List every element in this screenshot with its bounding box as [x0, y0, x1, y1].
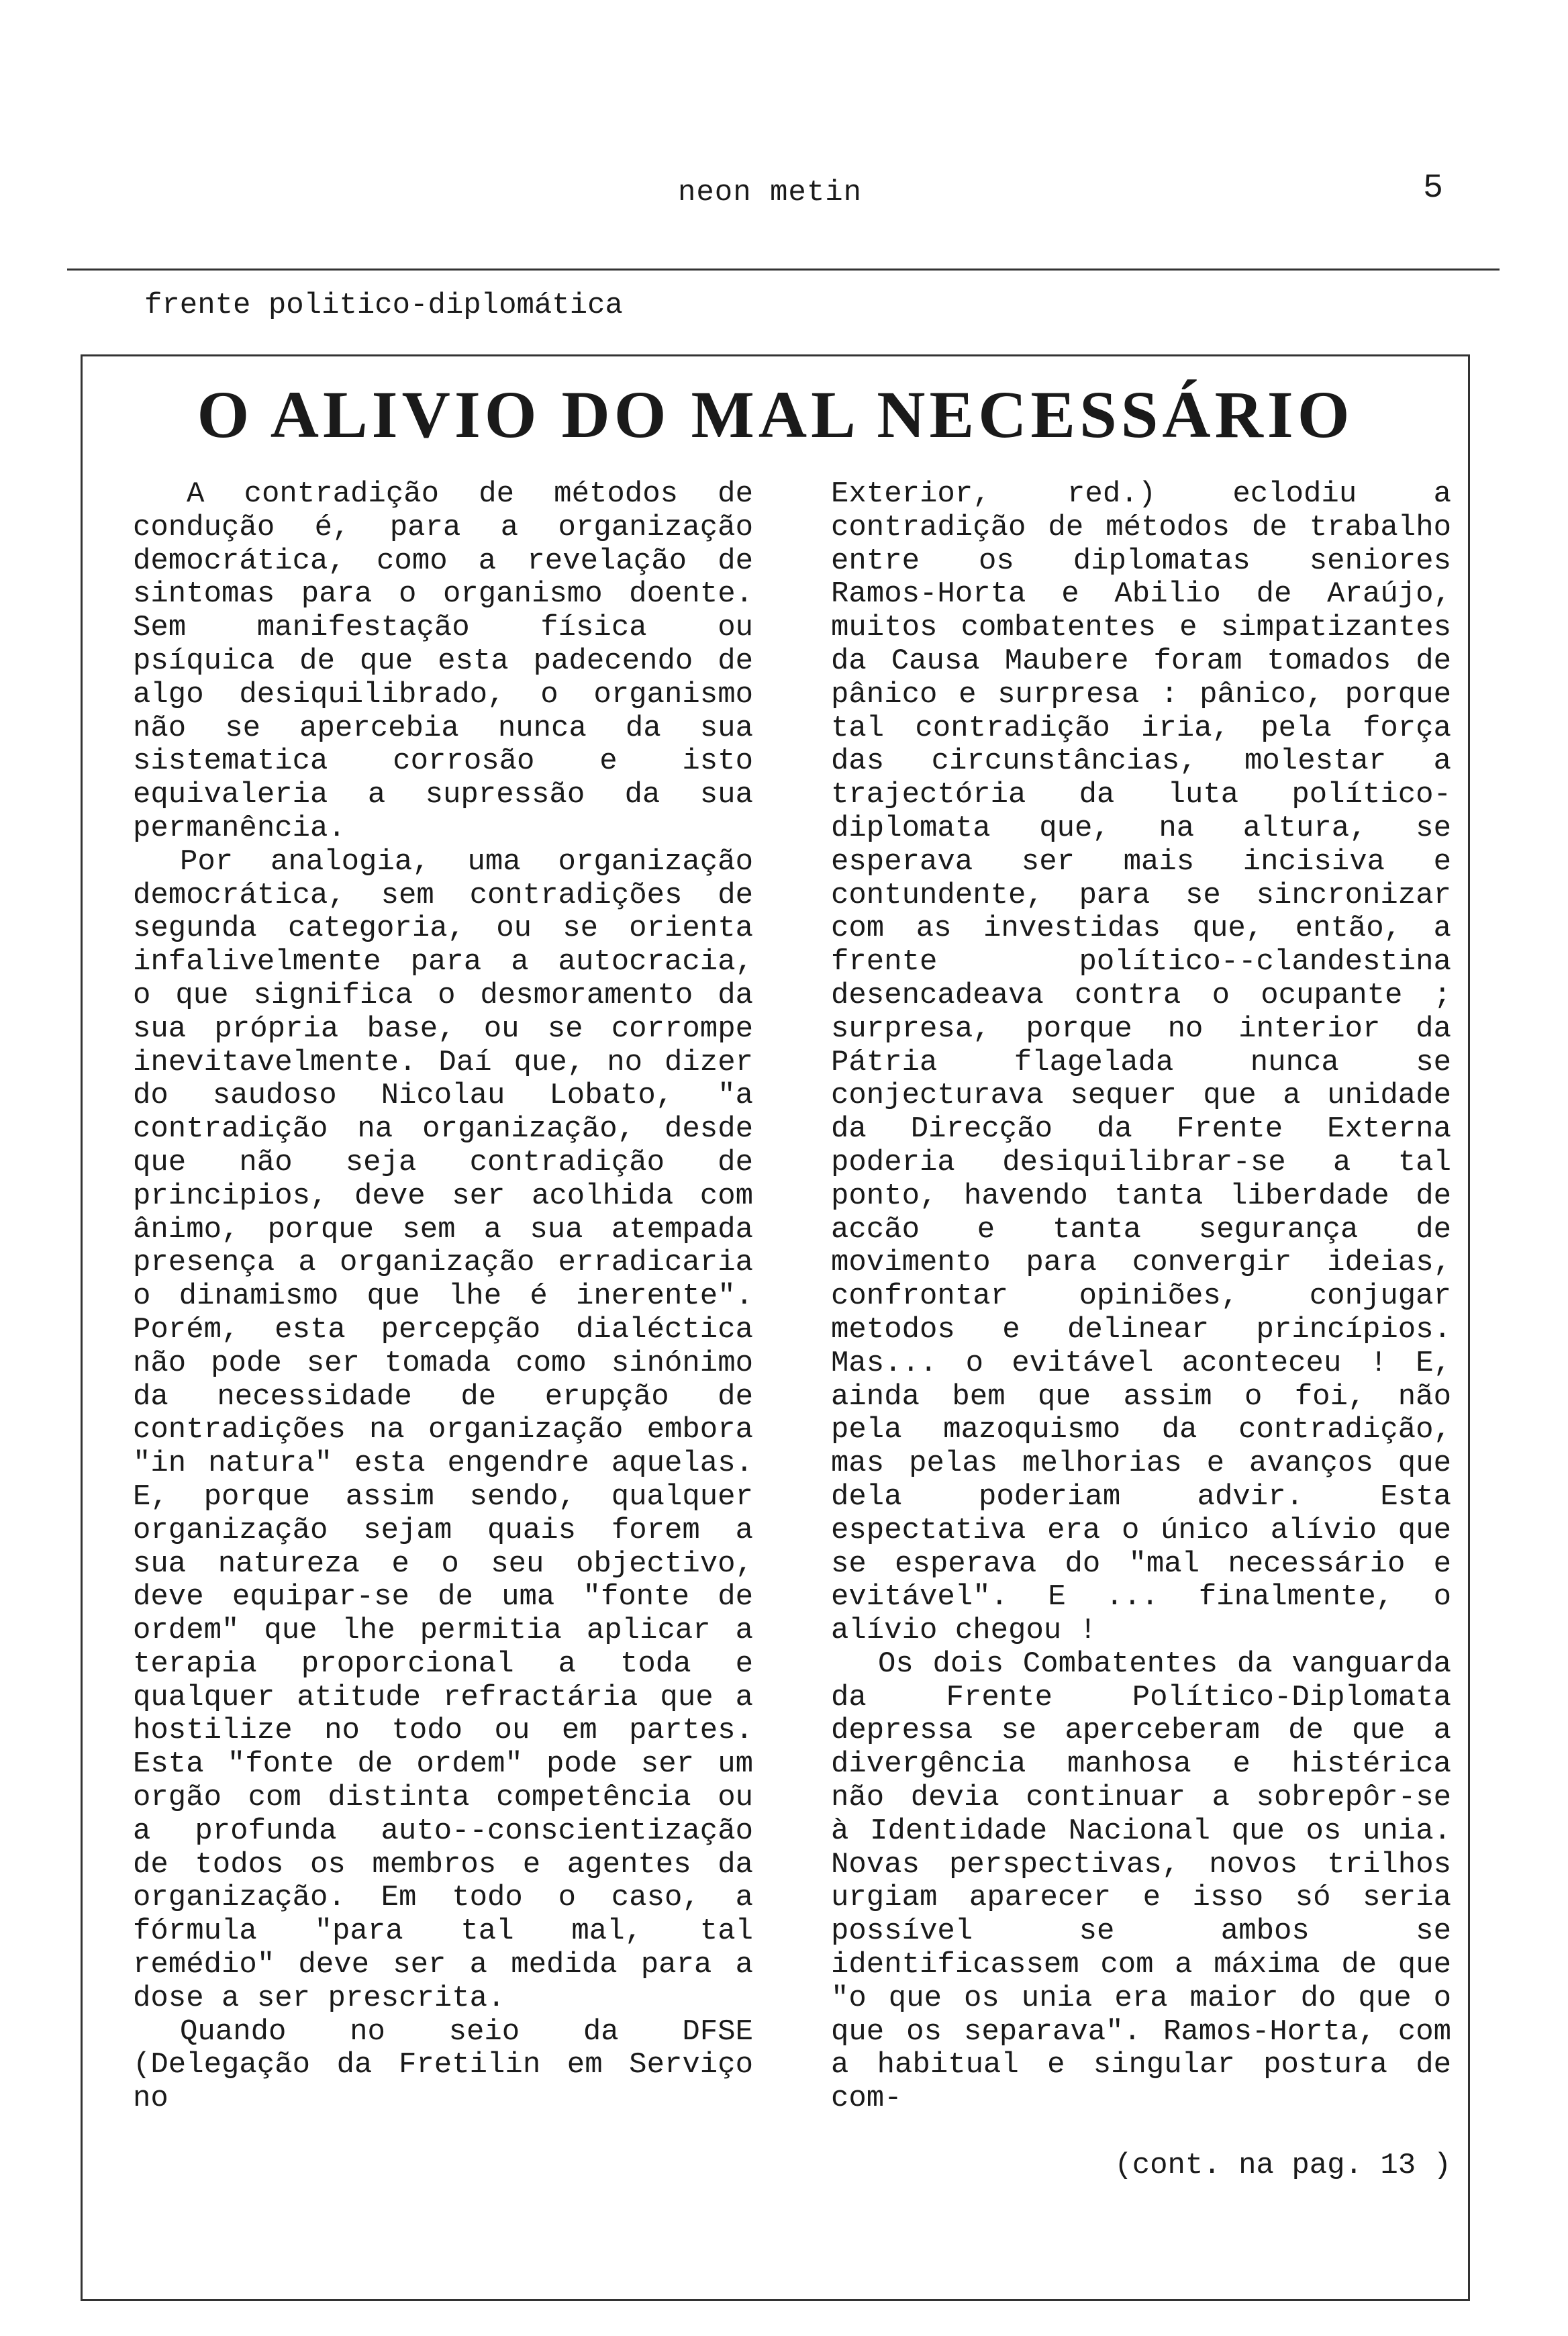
left-paragraph-3: Quando no seio da DFSE (Delegação da Fretilin em Serviço no	[133, 2014, 753, 2116]
article-right-column	[831, 478, 1451, 2183]
continuation-note: (cont. na pag. 13 )	[1114, 2148, 1451, 2182]
right-paragraph-1: Exterior, red.) eclodiu a contradição de métodos de trabalho entre os diplomatas seniores Ramos-Horta e Abilio de Araújo, muitos combatentes e simpatizantes da Causa Maubere foram tomados de pânico e surpresa : pânico, porque tal contradição iria, pela força das circunstâncias, molestar a trajectória da luta político-diplomata que, na altura, se esperava ser mais incisiva e contundente, para se sincronizar com as investidas que, então, a frente político--clandestina desencadeava contra o ocupante ; surpresa, porque no interior da Pátria flagelada nunca se conjecturava sequer que a unidade da Direcção da Frente Externa poderia desiquilibrar-se a tal ponto, havendo tanta liberdade de accão e tanta segurança de movimento para convergir ideias, confrontar opiniões, conjugar metodos e delinear princípios. Mas... o evitável aconteceu ! E, ainda bem que assim o foi, não pela mazoquismo da contradição, mas pelas melhorias e avanços que dela poderiam advir. Esta espectativa era o único alívio que se esperava do "mal necessário e evitável". E ... finalmente, o alívio chegou !	[831, 477, 1451, 1648]
article-headline: O ALIVIO DO MAL NECESSÁRIO	[197, 377, 1354, 452]
page-header-title: neon metin	[678, 176, 863, 209]
left-paragraph-1: A contradição de métodos de condução é, para a organização democrática, como a revelação de sintomas para o organismo doente. Sem manifestação física ou psíquica de que esta padecendo de algo desiquilibrado, o organismo não se apercebia nunca da sua sistematica corrosão e isto equivaleria a supressão da sua permanência.	[133, 477, 753, 845]
article-left-column	[133, 478, 753, 2116]
header-divider	[67, 269, 1500, 271]
left-paragraph-2: Por analogia, uma organização democrática, sem contradições de segunda categoria, ou se orienta infalivelmente para a autocracia, o que significa o desmoramento da sua própria base, ou se corrompe inevitavelmente. Daí que, no dizer do saudoso Nicolau Lobato, "a contradição na organização, desde que não seja contradição de principios, deve ser acolhida com ânimo, porque sem a sua atempada presença a organização erradicaria o dinamismo que lhe é inerente". Porém, esta percepção dialéctica não pode ser tomada como sinónimo da necessidade de erupção de contradições na organização embora "in natura" esta engendre aquelas. E, porque assim sendo, qualquer organização sejam quais forem a sua natureza e o seu objectivo, deve equipar-se de uma "fonte de ordem" que lhe permitia aplicar a terapia proporcional a toda e qualquer atitude refractária que a hostilize no todo ou em partes. Esta "fonte de ordem" pode ser um orgão com distinta competência ou a profunda auto--conscientização de todos os membros e agentes da organização. Em todo o caso, a fórmula "para tal mal, tal remédio" deve ser a medida para a dose a ser prescrita.	[133, 844, 753, 2015]
section-label: frente politico-diplomática	[144, 289, 623, 322]
right-paragraph-2: Os dois Combatentes da vanguarda da Frente Político-Diplomata depressa se aperceberam de que a divergência manhosa e histérica não devia continuar a sobrepôr-se à Identidade Nacional que os unia. Novas perspectivas, novos trilhos urgiam aparecer e isso só seria possível se ambos se identificassem com a máxima de que "o que os unia era maior do que o que os separava". Ramos-Horta, com a habitual e singular postura de com-	[831, 1647, 1451, 2116]
page-number: 5	[1423, 169, 1444, 207]
continuation-line	[831, 2116, 1451, 2183]
